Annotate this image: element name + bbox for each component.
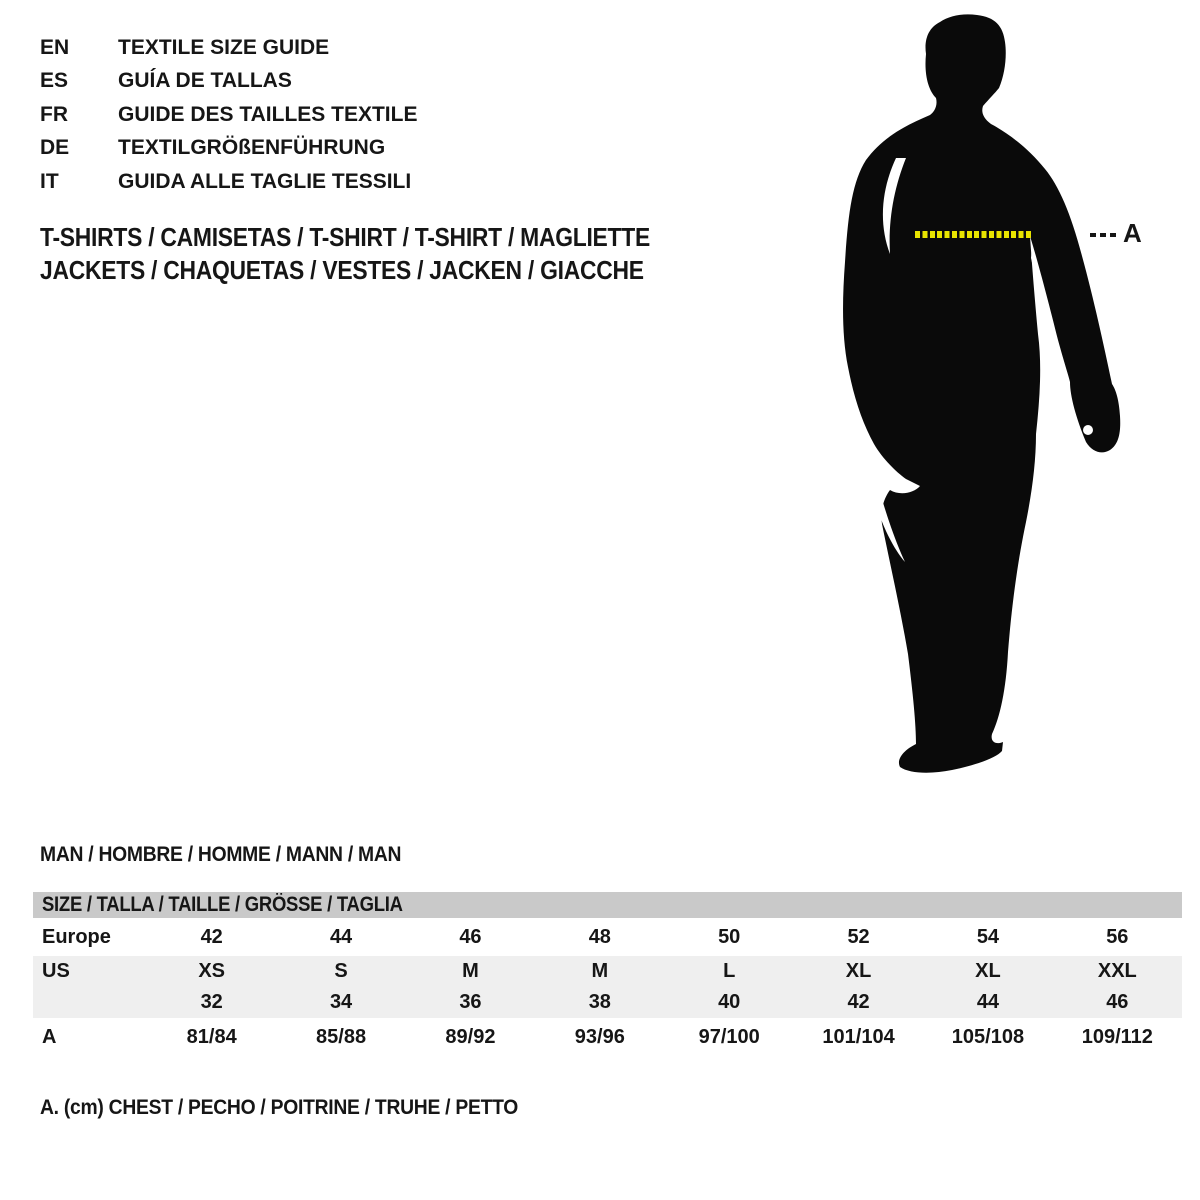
size-cell: 46 bbox=[459, 925, 482, 948]
language-row-es bbox=[40, 65, 417, 99]
row-label: Europe bbox=[42, 925, 111, 948]
size-cell: 32 bbox=[147, 987, 276, 1018]
language-title: GUÍA DE TALLAS bbox=[118, 69, 292, 93]
chest-measure-line bbox=[915, 231, 1031, 238]
size-cell: XL bbox=[794, 956, 923, 987]
man-silhouette-icon bbox=[840, 0, 1160, 800]
language-row-en bbox=[40, 31, 417, 65]
size-cell: 109/112 bbox=[1081, 1025, 1153, 1048]
size-cell: 85/88 bbox=[316, 1025, 367, 1048]
size-table bbox=[33, 892, 1182, 1056]
measurement-footnote: A. (cm) CHEST / PECHO / POITRINE / TRUHE / PETTO bbox=[40, 1096, 519, 1119]
table-row-us-numbers bbox=[33, 987, 1182, 1018]
size-cell: 38 bbox=[535, 987, 664, 1018]
size-table-header: SIZE / TALLA / TAILLE / GRÖSSE / TAGLIA bbox=[33, 892, 1182, 918]
language-code: IT bbox=[40, 169, 59, 193]
size-cell: 50 bbox=[718, 925, 741, 948]
language-title: GUIDE DES TAILLES TEXTILE bbox=[118, 102, 418, 126]
language-title: GUIDA ALLE TAGLIE TESSILI bbox=[118, 169, 412, 193]
size-cell: XS bbox=[147, 956, 276, 987]
size-cell: 36 bbox=[406, 987, 535, 1018]
language-code: DE bbox=[40, 136, 70, 160]
size-cell: 101/104 bbox=[822, 1025, 895, 1048]
section-title-man: MAN / HOMBRE / HOMME / MANN / MAN bbox=[40, 843, 402, 866]
size-cell: 42 bbox=[794, 987, 923, 1018]
size-cell: XL bbox=[923, 956, 1052, 987]
row-label bbox=[33, 987, 147, 1018]
body-silhouette-figure bbox=[840, 0, 1160, 800]
size-cell: 56 bbox=[1106, 925, 1129, 948]
language-row-fr bbox=[40, 98, 417, 132]
measure-connector-dashes bbox=[1090, 233, 1120, 237]
size-cell: 48 bbox=[588, 925, 611, 948]
language-code: ES bbox=[40, 69, 69, 93]
size-cell: 93/96 bbox=[574, 1025, 625, 1048]
size-cell: M bbox=[535, 956, 664, 987]
table-row-europe bbox=[33, 918, 1182, 956]
size-cell: 52 bbox=[847, 925, 870, 948]
size-cell: 97/100 bbox=[698, 1025, 760, 1048]
size-table-header-row bbox=[33, 892, 1182, 918]
table-row-chest-cm bbox=[33, 1018, 1182, 1056]
language-title: TEXTILE SIZE GUIDE bbox=[118, 35, 330, 59]
product-categories bbox=[40, 221, 733, 287]
size-cell: 44 bbox=[329, 925, 353, 948]
product-line-jackets: JACKETS / CHAQUETAS / VESTES / JACKEN / GIACCHE bbox=[40, 255, 644, 285]
row-label: A bbox=[42, 1025, 57, 1048]
size-cell: 40 bbox=[665, 987, 794, 1018]
size-cell: L bbox=[665, 956, 794, 987]
language-code: FR bbox=[40, 102, 68, 126]
language-code: EN bbox=[40, 35, 70, 59]
size-cell: S bbox=[276, 956, 405, 987]
size-cell: 81/84 bbox=[186, 1025, 237, 1048]
size-cell: M bbox=[406, 956, 535, 987]
product-line-tshirts: T-SHIRTS / CAMISETAS / T-SHIRT / T-SHIRT / MAGLIETTE bbox=[40, 222, 650, 252]
row-label: US bbox=[33, 956, 147, 987]
size-cell: 42 bbox=[200, 925, 223, 948]
size-cell: 46 bbox=[1053, 987, 1182, 1018]
size-cell: 44 bbox=[923, 987, 1052, 1018]
size-cell: 105/108 bbox=[951, 1025, 1025, 1048]
measure-label-a: A bbox=[1123, 218, 1142, 248]
size-cell: 89/92 bbox=[445, 1025, 496, 1048]
table-row-us-letters bbox=[33, 956, 1182, 987]
size-cell: XXL bbox=[1053, 956, 1182, 987]
size-cell: 34 bbox=[276, 987, 405, 1018]
language-row-de bbox=[40, 132, 417, 166]
language-list bbox=[40, 31, 417, 199]
language-title: TEXTILGRÖßENFÜHRUNG bbox=[118, 136, 386, 160]
size-cell: 54 bbox=[976, 925, 1000, 948]
language-row-it bbox=[40, 165, 417, 199]
